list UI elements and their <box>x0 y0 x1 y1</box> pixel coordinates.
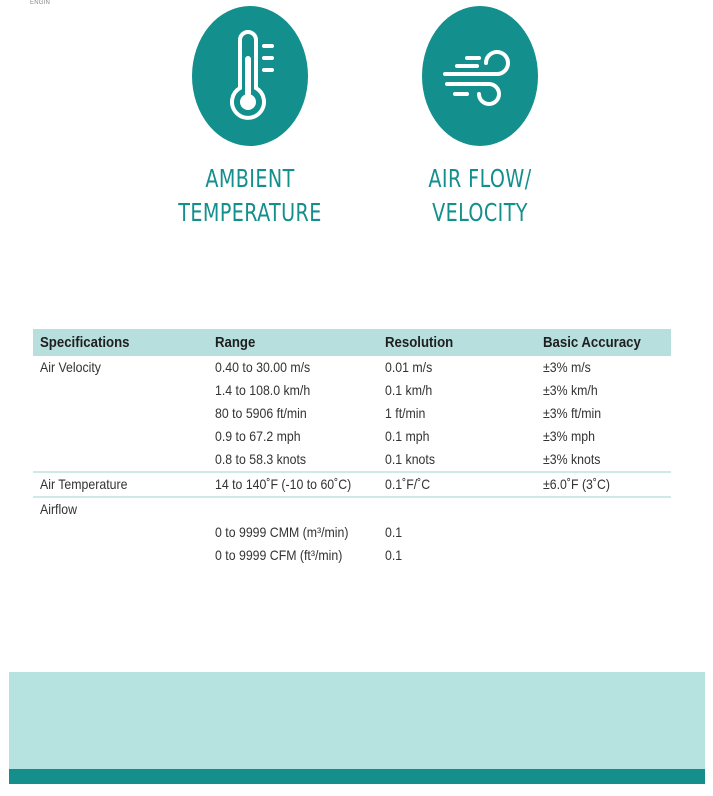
table-row <box>33 402 671 425</box>
range-cell: 0.9 to 67.2 mph <box>215 428 301 444</box>
group-air-velocity <box>33 356 671 473</box>
group-airflow <box>33 498 671 567</box>
range-cell: 0.8 to 58.3 knots <box>215 451 307 467</box>
table-row <box>33 379 671 402</box>
range-cell: 80 to 5906 ft/min <box>215 405 307 421</box>
wind-icon <box>437 36 523 116</box>
accuracy-cell: ±3% knots <box>543 451 601 467</box>
range-cell: 1.4 to 108.0 km/h <box>215 382 311 398</box>
resolution-cell: 0.1 knots <box>385 451 436 467</box>
table-row <box>33 544 671 567</box>
range-cell: 0.40 to 30.00 m/s <box>215 359 311 375</box>
feature-title-line: TEMPERATURE <box>178 198 322 227</box>
spec-name: Air Velocity <box>40 359 101 375</box>
table-row <box>33 521 671 544</box>
resolution-cell: 0.1 mph <box>385 428 430 444</box>
table-row <box>33 425 671 448</box>
feature-title-airflow <box>395 162 565 230</box>
spec-name: Airflow <box>40 501 77 517</box>
specifications-table <box>33 329 671 567</box>
resolution-cell: 0.1 km/h <box>385 382 433 398</box>
footer-light-band <box>9 672 705 769</box>
resolution-cell: 1 ft/min <box>385 405 426 421</box>
accuracy-cell: ±3% ft/min <box>543 405 602 421</box>
spec-name: Air Temperature <box>40 476 128 492</box>
accuracy-cell: ±3% km/h <box>543 382 598 398</box>
range-cell: 0 to 9999 CMM (m³/min) <box>215 524 349 540</box>
resolution-cell: 0.1˚F/˚C <box>385 476 431 492</box>
header-resolution: Resolution <box>385 334 454 351</box>
header-range: Range <box>215 334 256 351</box>
range-cell: 0 to 9999 CFM (ft³/min) <box>215 547 343 563</box>
resolution-cell: 0.01 m/s <box>385 359 433 375</box>
table-row <box>33 473 671 496</box>
resolution-cell: 0.1 <box>385 524 403 540</box>
feature-ambient-temperature <box>150 6 350 230</box>
table-header-row <box>33 329 671 356</box>
feature-title-line: VELOCITY <box>432 198 528 227</box>
range-cell: 14 to 140˚F (-10 to 60˚C) <box>215 476 352 492</box>
accuracy-cell: ±6.0˚F (3˚C) <box>543 476 611 492</box>
table-row <box>33 356 671 379</box>
table-row <box>33 498 671 521</box>
corner-text: ENGIN <box>30 0 51 6</box>
thermometer-icon-circle <box>192 6 308 146</box>
accuracy-cell: ±3% m/s <box>543 359 591 375</box>
feature-title-line: AIR FLOW/ <box>428 164 532 193</box>
footer-dark-band <box>9 769 705 784</box>
feature-air-flow-velocity <box>380 6 580 230</box>
wind-icon-circle <box>422 6 538 146</box>
resolution-cell: 0.1 <box>385 547 403 563</box>
feature-title-line: AMBIENT <box>205 164 295 193</box>
thermometer-icon <box>220 26 280 126</box>
header-basic-accuracy: Basic Accuracy <box>543 334 641 351</box>
group-air-temperature <box>33 473 671 498</box>
header-specifications: Specifications <box>40 334 130 351</box>
table-row <box>33 448 671 471</box>
accuracy-cell: ±3% mph <box>543 428 595 444</box>
feature-title-temperature <box>165 162 335 230</box>
